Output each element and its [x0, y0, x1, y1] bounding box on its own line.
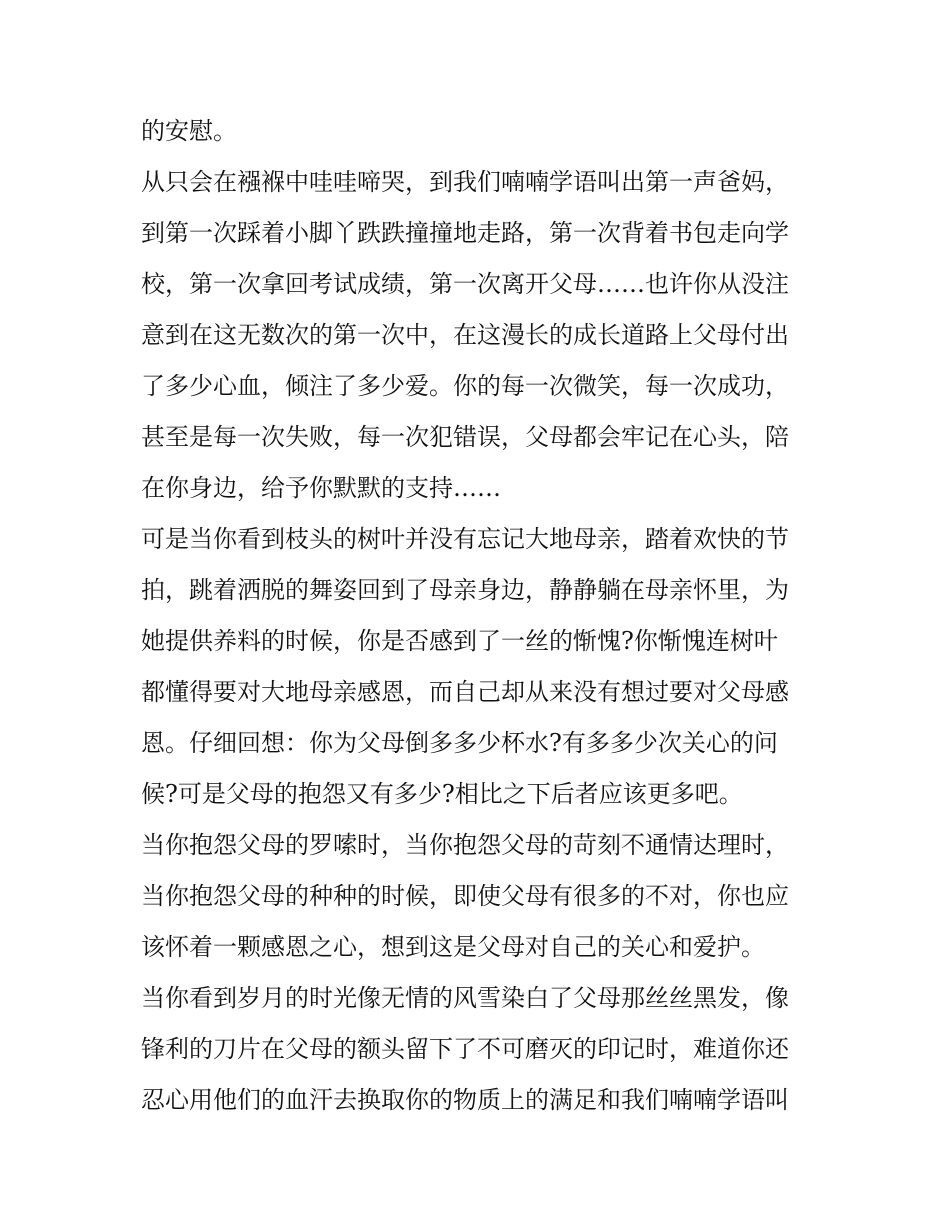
text-line-2: 从只会在襁褓中哇哇啼哭，到我们喃喃学语叫出第一声爸妈，: [141, 168, 789, 196]
document-body: [141, 106, 821, 1126]
text-line-12: 都懂得要对大地母亲感恩，而自己却从来没有想过要对父母感: [141, 678, 789, 706]
text-line-7: 甚至是每一次失败，每一次犯错误，父母都会牢记在心头，陪: [141, 423, 789, 451]
text-line-1: 的安慰。: [141, 117, 237, 145]
text-line-15: 当你抱怨父母的罗嗦时，当你抱怨父母的苛刻不通情达理时，: [141, 831, 789, 859]
text-line-5: 意到在这无数次的第一次中，在这漫长的成长道路上父母付出: [141, 321, 789, 349]
text-line-13: 恩。仔细回想：你为父母倒多多少杯水?有多多少次关心的问: [141, 729, 778, 757]
text-line-10: 拍，跳着洒脱的舞姿回到了母亲身边，静静躺在母亲怀里，为: [141, 576, 789, 604]
text-line-6: 了多少心血，倾注了多少爱。你的每一次微笑，每一次成功，: [141, 372, 789, 400]
text-line-8: 在你身边，给予你默默的支持……: [141, 474, 501, 502]
text-line-18: 当你看到岁月的时光像无情的风雪染白了父母那丝丝黑发，像: [141, 984, 789, 1012]
text-line-20: 忍心用他们的血汗去换取你的物质上的满足和我们喃喃学语叫: [141, 1086, 789, 1114]
text-line-17: 该怀着一颗感恩之心，想到这是父母对自己的关心和爱护。: [141, 933, 765, 961]
text-line-9: 可是当你看到枝头的树叶并没有忘记大地母亲，踏着欢快的节: [141, 525, 789, 553]
text-line-4: 校，第一次拿回考试成绩，第一次离开父母……也许你从没注: [141, 270, 789, 298]
text-line-3: 到第一次踩着小脚丫跌跌撞撞地走路，第一次背着书包走向学: [141, 219, 789, 247]
text-line-16: 当你抱怨父母的种种的时候，即使父母有很多的不对，你也应: [141, 882, 789, 910]
text-line-14: 候?可是父母的抱怨又有多少?相比之下后者应该更多吧。: [141, 780, 743, 808]
text-line-19: 锋利的刀片在父母的额头留下了不可磨灭的印记时，难道你还: [141, 1035, 789, 1063]
text-line-11: 她提供养料的时候，你是否感到了一丝的惭愧?你惭愧连树叶: [141, 627, 778, 655]
